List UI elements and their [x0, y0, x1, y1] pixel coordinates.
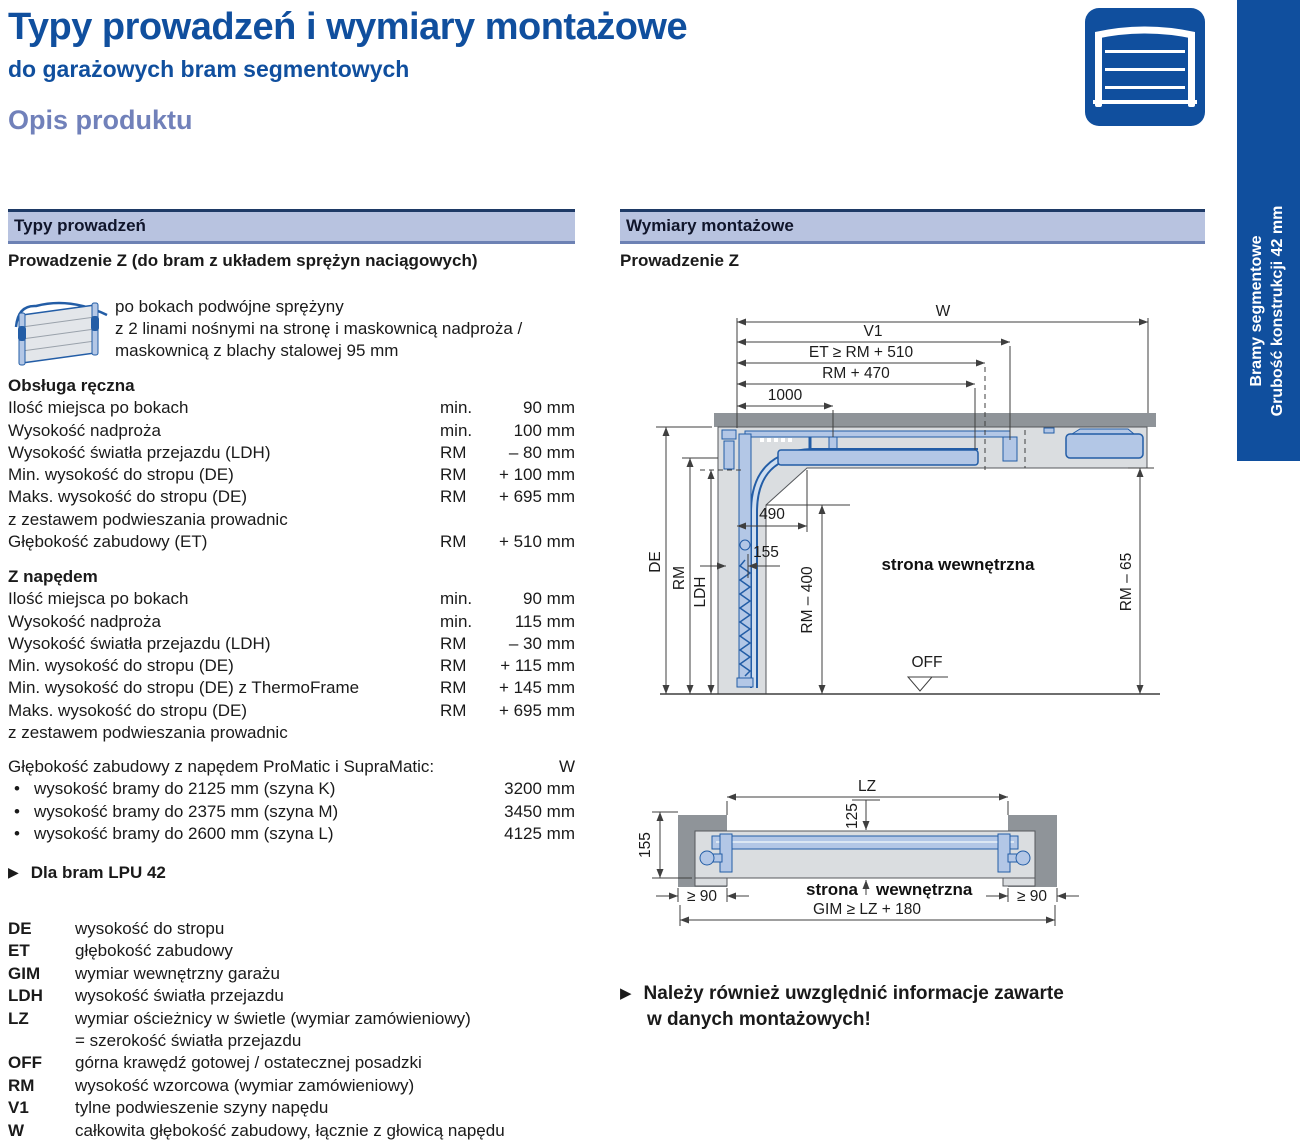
side-tab-line2: Grubość konstrukcji 42 mm	[1269, 205, 1286, 417]
rear-suspension-bracket	[1003, 437, 1017, 461]
garage-door-icon	[1085, 8, 1205, 131]
legend	[8, 918, 505, 1142]
left-track	[720, 834, 732, 872]
powered-title: Z napędem	[8, 567, 98, 586]
dim-label-rm400: RM – 400	[799, 566, 816, 634]
dim-label-ge90-right: ≥ 90	[1016, 888, 1048, 905]
table-row: Maks. wysokość do stropu (DE) RM + 695 mm	[8, 487, 575, 507]
side-tab-text	[1237, 161, 1300, 461]
dim-label-et: ET ≥ RM + 510	[808, 344, 914, 361]
powered-table	[8, 566, 575, 744]
table-row: Głębokość zabudowy (ET) RM + 510 mm	[8, 532, 575, 552]
legend-item: DE wysokość do stropu	[8, 919, 225, 938]
dim-label-155: 155	[753, 544, 779, 561]
dim-label-155-plan: 155	[637, 832, 654, 858]
inner-side-label-2: wewnętrzna	[876, 880, 973, 899]
legend-item: W całkowita głębokość zabudowy, łącznie z głowicą napędu	[8, 1120, 505, 1140]
table-row: • wysokość bramy do 2375 mm (szyna M) 3450 mm	[14, 801, 575, 821]
right-lead: Prowadzenie Z	[620, 251, 740, 270]
left-lead: Prowadzenie Z (do bram z układem sprężyn naciągowych)	[8, 251, 478, 270]
ceiling-block	[714, 413, 1156, 427]
dim-label-v1: V1	[863, 323, 883, 340]
legend-item: OFF górna krawędź gotowej / ostatecznej posadzki	[8, 1053, 422, 1073]
manual-title: Obsługa ręczna	[8, 376, 135, 395]
side-section-diagram	[620, 290, 1205, 735]
legend-item: LZ wymiar ościeżnicy w świetle (wymiar zamówieniowy)	[8, 1008, 471, 1028]
mini-door-icon	[8, 293, 108, 373]
lpu-note: ▶ Dla bram LPU 42	[8, 863, 166, 882]
legend-item: LDH wysokość światła przejazdu	[8, 986, 284, 1006]
dim-label-lz: LZ	[857, 778, 877, 795]
legend-item: GIM wymiar wewnętrzny garażu	[8, 963, 281, 983]
side-tab-line1: Bramy segmentowe	[1248, 235, 1265, 387]
legend-item: V1 tylne podwieszenie szyny napędu	[8, 1098, 329, 1118]
operator-head	[1066, 434, 1143, 458]
right-roller	[1016, 851, 1030, 865]
right-track	[998, 834, 1010, 872]
lintel-console	[722, 430, 736, 439]
dim-label-rm470: RM + 470	[822, 365, 890, 382]
table-row: • wysokość bramy do 2125 mm (szyna K) 3200 mm	[14, 779, 575, 799]
legend-item: RM wysokość wzorcowa (wymiar zamówieniowy)	[8, 1075, 415, 1095]
roller	[740, 540, 750, 550]
table-row: Min. wysokość do stropu (DE) RM + 115 mm	[8, 656, 575, 676]
triangle-bullet-icon: ▶	[620, 985, 632, 1002]
table-row: Min. wysokość do stropu (DE) z ThermoFrame RM + 145 mm	[8, 678, 575, 698]
operator-boom	[778, 450, 978, 465]
legend-item-cont: = szerokość światła przejazdu	[75, 1031, 302, 1051]
section-title: Opis produktu	[8, 105, 193, 135]
dim-label-rm: RM	[671, 565, 688, 591]
bottom-bracket	[737, 678, 753, 687]
table-row: Maks. wysokość do stropu (DE) RM + 695 mm	[8, 700, 575, 720]
page-title: Typy prowadzeń i wymiary montażowe	[8, 6, 688, 48]
off-label: OFF	[911, 654, 943, 671]
rail-clamp	[1044, 428, 1054, 433]
dim-label-gim: GIM ≥ LZ + 180	[812, 901, 922, 918]
table-row: Wysokość światła przejazdu (LDH) RM – 30 mm	[8, 633, 575, 653]
inner-side-label: strona wewnętrzna	[881, 555, 1035, 574]
table-row: Wysokość światła przejazdu (LDH) RM – 80 mm	[8, 442, 575, 462]
table-row: Min. wysokość do stropu (DE) RM + 100 mm	[8, 465, 575, 485]
table-row: z zestawem podwieszania prowadnic	[8, 723, 288, 743]
spring-anchor	[724, 441, 734, 469]
dim-label-de: DE	[647, 551, 664, 573]
triangle-bullet-icon: ▶	[8, 864, 19, 880]
floor-level-icon	[908, 677, 932, 691]
table-row: Ilość miejsca po bokach min. 90 mm	[8, 398, 575, 418]
dim-label-rm65: RM – 65	[1118, 552, 1135, 612]
legend-item: ET głębokość zabudowy	[8, 941, 233, 961]
dim-label-ldh: LDH	[692, 576, 709, 608]
door-type-description: po bokach podwójne sprężyny z 2 linami nośnymi na stronę i maskownicą nadproża / maskownicą z blachy stalowej 95 mm	[115, 297, 523, 360]
dim-label-490: 490	[759, 506, 785, 523]
mounting-data-note: ▶ Należy również uwzględnić informacje zawarte w danych montażowych!	[620, 983, 1064, 1030]
table-row: Wysokość nadproża min. 115 mm	[8, 611, 575, 631]
left-section-bar: Typy prowadzeń	[8, 209, 575, 244]
dim-label-1000: 1000	[767, 387, 803, 404]
dim-label-w: W	[935, 303, 951, 320]
dim-label-125: 125	[844, 803, 861, 829]
table-row: z zestawem podwieszania prowadnic	[8, 509, 288, 529]
dim-label-ge90-left: ≥ 90	[686, 888, 718, 905]
table-row: • wysokość bramy do 2600 mm (szyna L) 4125 mm	[14, 823, 575, 843]
depth-header-row: Głębokość zabudowy z napędem ProMatic i SupraMatic: W	[8, 757, 575, 776]
table-row: Wysokość nadproża min. 100 mm	[8, 420, 575, 440]
table-row: Ilość miejsca po bokach min. 90 mm	[8, 589, 575, 609]
left-roller	[700, 851, 714, 865]
page-subtitle: do garażowych bram segmentowych	[8, 56, 410, 82]
operator-rail	[745, 431, 1010, 437]
manual-table	[8, 375, 575, 553]
plan-view-diagram	[620, 760, 1205, 960]
depth-table	[8, 756, 575, 845]
right-section-bar: Wymiary montażowe	[620, 209, 1205, 244]
inner-side-label-1: strona	[806, 880, 858, 899]
